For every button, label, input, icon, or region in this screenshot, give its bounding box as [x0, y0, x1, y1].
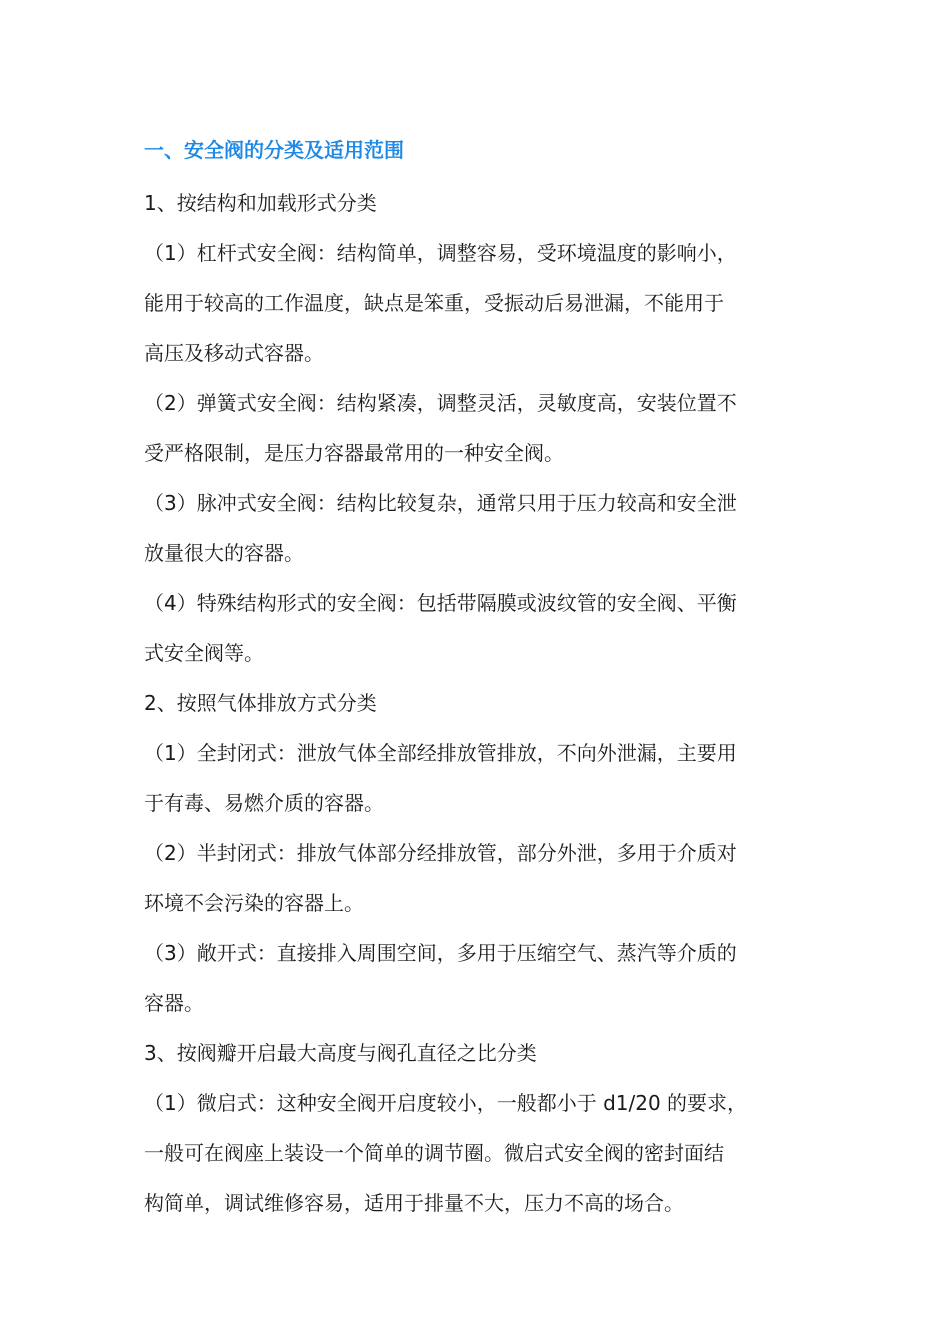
paragraph-special-valve [144, 578, 816, 678]
text-line: 2、按照气体排放方式分类 [144, 691, 377, 715]
text-line: （3）敞开式：直接排入周围空间，多用于压缩空气、蒸汽等介质的 [144, 941, 737, 965]
text-line: （1）全封闭式：泄放气体全部经排放管排放，不向外泄漏，主要用 [144, 741, 737, 765]
text-line: 1、按结构和加载形式分类 [144, 191, 377, 215]
paragraph-semi-closed [144, 828, 816, 928]
text-line: 受严格限制，是压力容器最常用的一种安全阀。 [144, 441, 564, 465]
text-line: （1）微启式：这种安全阀开启度较小，一般都小于 d1/20 的要求， [144, 1091, 748, 1115]
subheading-2 [144, 678, 816, 728]
paragraph-spring-valve [144, 378, 816, 478]
text-line: （2）弹簧式安全阀：结构紧凑，调整灵活，灵敏度高，安装位置不 [144, 391, 737, 415]
paragraph-micro-lift [144, 1078, 816, 1228]
text-line: 式安全阀等。 [144, 641, 264, 665]
paragraph-pulse-valve [144, 478, 816, 578]
subheading-1 [144, 178, 816, 228]
text-line: （1）杠杆式安全阀：结构简单，调整容易，受环境温度的影响小， [144, 241, 737, 265]
text-line: 一般可在阀座上装设一个简单的调节圈。微启式安全阀的密封面结 [144, 1141, 724, 1165]
text-line: （3）脉冲式安全阀：结构比较复杂，通常只用于压力较高和安全泄 [144, 491, 737, 515]
text-line: （2）半封闭式：排放气体部分经排放管，部分外泄，多用于介质对 [144, 841, 737, 865]
paragraph-fully-closed [144, 728, 816, 828]
text-line: （4）特殊结构形式的安全阀：包括带隔膜或波纹管的安全阀、平衡 [144, 591, 737, 615]
paragraph-open-type [144, 928, 816, 1028]
text-line: 容器。 [144, 991, 204, 1015]
text-line: 高压及移动式容器。 [144, 341, 324, 365]
text-line: 3、按阀瓣开启最大高度与阀孔直径之比分类 [144, 1041, 537, 1065]
paragraph-lever-valve [144, 228, 816, 378]
text-line: 能用于较高的工作温度，缺点是笨重，受振动后易泄漏，不能用于 [144, 291, 724, 315]
document-content [144, 128, 816, 1228]
section-heading: 一、安全阀的分类及适用范围 [144, 138, 404, 162]
text-line: 环境不会污染的容器上。 [144, 891, 364, 915]
subheading-3 [144, 1028, 816, 1078]
text-line: 于有毒、易燃介质的容器。 [144, 791, 384, 815]
text-line: 构简单，调试维修容易，适用于排量不大，压力不高的场合。 [144, 1191, 684, 1215]
text-line: 放量很大的容器。 [144, 541, 304, 565]
